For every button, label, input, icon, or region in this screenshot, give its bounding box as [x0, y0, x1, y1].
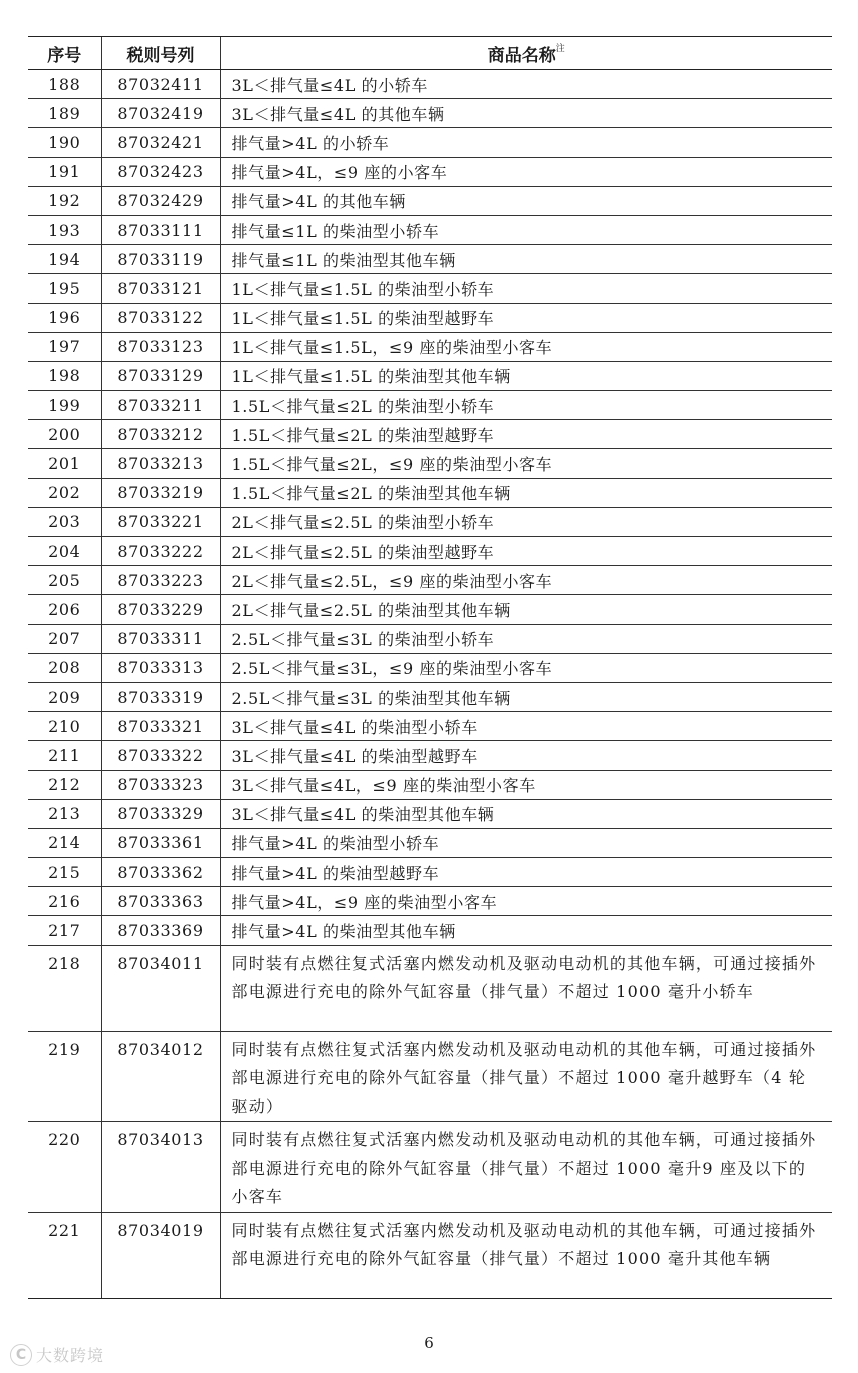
- row-name: 1L＜排气量≤1.5L 的柴油型越野车: [220, 303, 832, 332]
- table-row: [28, 507, 832, 536]
- row-code: 87033119: [101, 245, 220, 274]
- document-page: [28, 36, 832, 1299]
- watermark-logo-icon: C: [10, 1344, 32, 1366]
- table-row: [28, 332, 832, 361]
- row-name: 2.5L＜排气量≤3L 的柴油型小轿车: [220, 624, 832, 653]
- table-row: [28, 274, 832, 303]
- table-row: [28, 682, 832, 711]
- row-code: 87034013: [101, 1122, 220, 1213]
- table-row: [28, 887, 832, 916]
- table-row: [28, 799, 832, 828]
- row-index: 218: [28, 945, 101, 1031]
- row-code: 87034012: [101, 1031, 220, 1122]
- table-row: [28, 186, 832, 215]
- row-name: 3L＜排气量≤4L 的小轿车: [220, 70, 832, 99]
- row-name: 排气量>4L 的柴油型其他车辆: [220, 916, 832, 945]
- table-row: [28, 99, 832, 128]
- row-index: 217: [28, 916, 101, 945]
- row-name: 3L＜排气量≤4L 的其他车辆: [220, 99, 832, 128]
- table-row: [28, 741, 832, 770]
- row-code: 87033129: [101, 361, 220, 390]
- row-index: 216: [28, 887, 101, 916]
- row-index: 209: [28, 682, 101, 711]
- row-index: 190: [28, 128, 101, 157]
- row-index: 212: [28, 770, 101, 799]
- row-index: 189: [28, 99, 101, 128]
- table-row: [28, 828, 832, 857]
- table-row: [28, 1212, 832, 1298]
- row-index: 197: [28, 332, 101, 361]
- row-code: 87033221: [101, 507, 220, 536]
- table-row: [28, 70, 832, 99]
- table-row: [28, 420, 832, 449]
- row-index: 210: [28, 712, 101, 741]
- row-code: 87033222: [101, 537, 220, 566]
- row-code: 87033122: [101, 303, 220, 332]
- row-name: 1.5L＜排气量≤2L 的柴油型越野车: [220, 420, 832, 449]
- row-code: 87033211: [101, 391, 220, 420]
- row-index: 215: [28, 858, 101, 887]
- row-index: 213: [28, 799, 101, 828]
- row-index: 193: [28, 215, 101, 244]
- row-code: 87033311: [101, 624, 220, 653]
- row-name: 2L＜排气量≤2.5L 的柴油型越野车: [220, 537, 832, 566]
- row-index: 206: [28, 595, 101, 624]
- table-row: [28, 653, 832, 682]
- row-name: 排气量>4L，≤9 座的小客车: [220, 157, 832, 186]
- row-code: 87033321: [101, 712, 220, 741]
- row-name: 同时装有点燃往复式活塞内燃发动机及驱动电动机的其他车辆，可通过接插外部电源进行充电的除外气缸容量（排气量）不超过 1000 毫升其他车辆: [220, 1212, 832, 1298]
- row-index: 211: [28, 741, 101, 770]
- table-row: [28, 245, 832, 274]
- table-row: [28, 391, 832, 420]
- row-code: 87033212: [101, 420, 220, 449]
- row-code: 87032421: [101, 128, 220, 157]
- row-name: 1.5L＜排气量≤2L，≤9 座的柴油型小客车: [220, 449, 832, 478]
- row-index: 207: [28, 624, 101, 653]
- row-index: 188: [28, 70, 101, 99]
- table-row: [28, 916, 832, 945]
- table-row: [28, 1031, 832, 1122]
- table-row: [28, 712, 832, 741]
- table-body: [28, 70, 832, 1299]
- table-header: [28, 37, 832, 70]
- watermark-text: 大数跨境: [36, 1346, 105, 1365]
- table-row: [28, 858, 832, 887]
- row-name: 2L＜排气量≤2.5L 的柴油型小轿车: [220, 507, 832, 536]
- table-row: [28, 128, 832, 157]
- row-code: 87032423: [101, 157, 220, 186]
- table-row: [28, 624, 832, 653]
- table-row: [28, 215, 832, 244]
- row-index: 219: [28, 1031, 101, 1122]
- row-code: 87033219: [101, 478, 220, 507]
- row-code: 87033121: [101, 274, 220, 303]
- row-index: 220: [28, 1122, 101, 1213]
- row-name: 排气量>4L 的柴油型越野车: [220, 858, 832, 887]
- header-name: [220, 37, 832, 70]
- row-code: 87033363: [101, 887, 220, 916]
- row-code: 87033361: [101, 828, 220, 857]
- row-name: 3L＜排气量≤4L 的柴油型其他车辆: [220, 799, 832, 828]
- header-name-note: 注: [555, 43, 565, 54]
- row-name: 1.5L＜排气量≤2L 的柴油型小轿车: [220, 391, 832, 420]
- row-code: 87033313: [101, 653, 220, 682]
- header-code: 税则号列: [101, 37, 220, 70]
- row-name: 1L＜排气量≤1.5L 的柴油型小轿车: [220, 274, 832, 303]
- row-name: 3L＜排气量≤4L，≤9 座的柴油型小客车: [220, 770, 832, 799]
- row-code: 87033369: [101, 916, 220, 945]
- row-code: 87033319: [101, 682, 220, 711]
- row-index: 208: [28, 653, 101, 682]
- row-index: 202: [28, 478, 101, 507]
- row-index: 195: [28, 274, 101, 303]
- row-code: 87033322: [101, 741, 220, 770]
- row-name: 排气量≤1L 的柴油型小轿车: [220, 215, 832, 244]
- header-index: 序号: [28, 37, 101, 70]
- table-row: [28, 595, 832, 624]
- row-index: 198: [28, 361, 101, 390]
- row-code: 87032411: [101, 70, 220, 99]
- row-code: 87033123: [101, 332, 220, 361]
- row-name: 2.5L＜排气量≤3L，≤9 座的柴油型小客车: [220, 653, 832, 682]
- row-code: 87034011: [101, 945, 220, 1031]
- row-name: 2L＜排气量≤2.5L，≤9 座的柴油型小客车: [220, 566, 832, 595]
- row-name: 2L＜排气量≤2.5L 的柴油型其他车辆: [220, 595, 832, 624]
- row-name: 2.5L＜排气量≤3L 的柴油型其他车辆: [220, 682, 832, 711]
- row-code: 87033111: [101, 215, 220, 244]
- row-index: 191: [28, 157, 101, 186]
- row-name: 3L＜排气量≤4L 的柴油型小轿车: [220, 712, 832, 741]
- table-row: [28, 945, 832, 1031]
- table-row: [28, 537, 832, 566]
- table-row: [28, 361, 832, 390]
- row-name: 排气量>4L，≤9 座的柴油型小客车: [220, 887, 832, 916]
- row-name: 排气量>4L 的柴油型小轿车: [220, 828, 832, 857]
- row-name: 同时装有点燃往复式活塞内燃发动机及驱动电动机的其他车辆，可通过接插外部电源进行充电的除外气缸容量（排气量）不超过 1000 毫升小轿车: [220, 945, 832, 1031]
- row-index: 214: [28, 828, 101, 857]
- table-row: [28, 566, 832, 595]
- watermark: [10, 1343, 104, 1366]
- row-code: 87033362: [101, 858, 220, 887]
- row-code: 87033223: [101, 566, 220, 595]
- table-row: [28, 449, 832, 478]
- header-name-label: 商品名称: [487, 45, 556, 66]
- row-name: 1L＜排气量≤1.5L 的柴油型其他车辆: [220, 361, 832, 390]
- row-code: 87033329: [101, 799, 220, 828]
- row-name: 1.5L＜排气量≤2L 的柴油型其他车辆: [220, 478, 832, 507]
- row-code: 87032429: [101, 186, 220, 215]
- row-code: 87032419: [101, 99, 220, 128]
- row-index: 194: [28, 245, 101, 274]
- page-number: 6: [424, 1334, 434, 1352]
- row-name: 排气量>4L 的其他车辆: [220, 186, 832, 215]
- row-name: 同时装有点燃往复式活塞内燃发动机及驱动电动机的其他车辆，可通过接插外部电源进行充电的除外气缸容量（排气量）不超过 1000 毫升9 座及以下的小客车: [220, 1122, 832, 1213]
- table-row: [28, 157, 832, 186]
- row-index: 203: [28, 507, 101, 536]
- row-code: 87033213: [101, 449, 220, 478]
- row-name: 同时装有点燃往复式活塞内燃发动机及驱动电动机的其他车辆，可通过接插外部电源进行充电的除外气缸容量（排气量）不超过 1000 毫升越野车（4 轮驱动）: [220, 1031, 832, 1122]
- row-name: 1L＜排气量≤1.5L，≤9 座的柴油型小客车: [220, 332, 832, 361]
- row-name: 排气量>4L 的小轿车: [220, 128, 832, 157]
- row-name: 排气量≤1L 的柴油型其他车辆: [220, 245, 832, 274]
- row-index: 205: [28, 566, 101, 595]
- table-row: [28, 478, 832, 507]
- row-code: 87033323: [101, 770, 220, 799]
- row-index: 221: [28, 1212, 101, 1298]
- row-index: 200: [28, 420, 101, 449]
- table-row: [28, 303, 832, 332]
- table-row: [28, 1122, 832, 1213]
- table-row: [28, 770, 832, 799]
- row-index: 196: [28, 303, 101, 332]
- row-index: 204: [28, 537, 101, 566]
- row-code: 87034019: [101, 1212, 220, 1298]
- row-name: 3L＜排气量≤4L 的柴油型越野车: [220, 741, 832, 770]
- row-index: 199: [28, 391, 101, 420]
- row-code: 87033229: [101, 595, 220, 624]
- row-index: 201: [28, 449, 101, 478]
- row-index: 192: [28, 186, 101, 215]
- tariff-table: [28, 36, 832, 1299]
